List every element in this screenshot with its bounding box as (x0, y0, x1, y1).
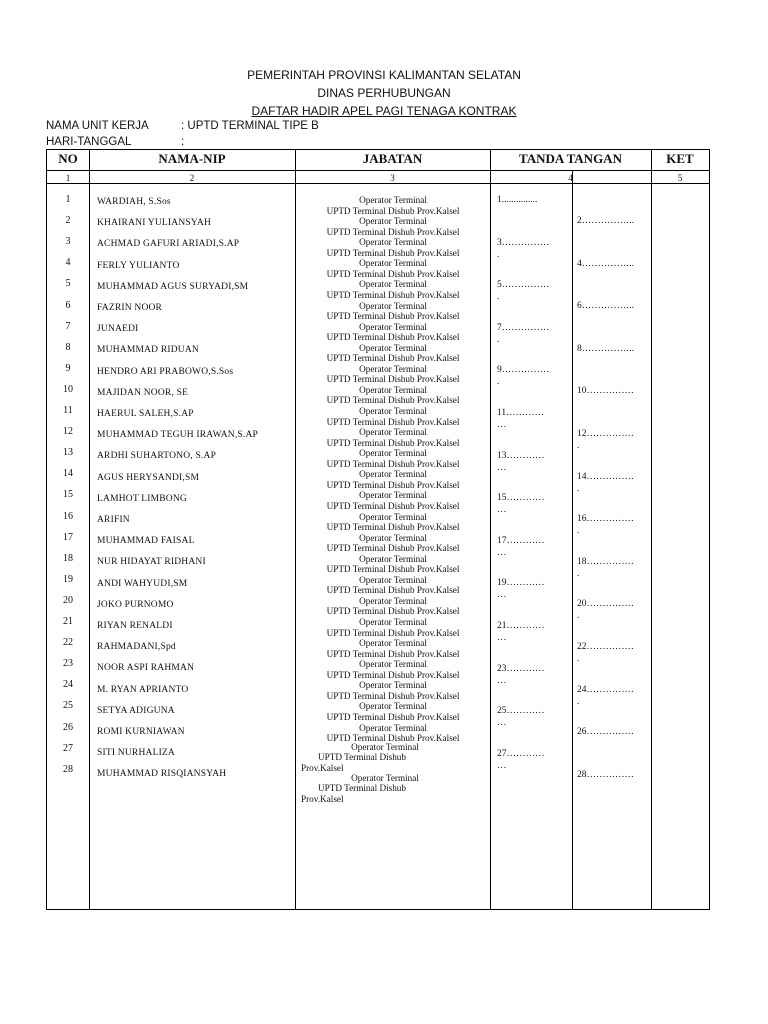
jabatan-title: Operator Terminal (359, 427, 427, 438)
jabatan-unit: UPTD Terminal Dishub Prov.Kalsel (326, 669, 460, 680)
signature-slot: 8…………….. (577, 343, 634, 354)
jabatan-title: Operator Terminal (359, 342, 427, 353)
signature-slot-cont: . (497, 292, 500, 303)
jabatan-title: Operator Terminal (359, 469, 427, 480)
signature-slot-cont: … (497, 420, 507, 430)
signature-slot: 16…………… (577, 514, 634, 525)
col-number-1: 1 (65, 173, 71, 183)
jabatan-title: Operator Terminal (359, 279, 427, 290)
signature-slot: 22…………… (577, 642, 634, 652)
jabatan-title: Operator Terminal (359, 722, 427, 733)
row-number: 10 (63, 383, 73, 395)
jabatan-unit: UPTD Terminal Dishub Prov.Kalsel (326, 353, 460, 364)
signature-slot: 19………… (497, 578, 545, 589)
unit-label: NAMA UNIT KERJA (46, 120, 149, 132)
jabatan-title: Operator Terminal (351, 741, 419, 752)
signature-slot-cont: … (497, 760, 507, 771)
name-nip-cell: SITI NURHALIZA (97, 748, 175, 759)
row-number: 6 (65, 299, 71, 311)
signature-slot: 10…………… (577, 386, 634, 397)
signature-slot-cont: … (497, 505, 507, 516)
header-line-1: PEMERINTAH PROVINSI KALIMANTAN SELATAN (247, 68, 521, 82)
signature-slot: 25………… (497, 706, 545, 717)
row-number: 15 (63, 489, 73, 501)
row-number: 1 (65, 194, 71, 205)
col-header-tanda-tangan: TANDA TANGAN (519, 151, 622, 166)
signature-slot: 9…………… (497, 365, 550, 376)
signature-slot: 14…………… (577, 471, 634, 482)
col-number-5: 5 (677, 173, 683, 183)
attendance-table (46, 149, 710, 910)
name-nip-cell: NUR HIDAYAT RIDHANI (97, 557, 206, 568)
header-line-3: DAFTAR HADIR APEL PAGI TENAGA KONTRAK (251, 104, 517, 118)
col-number-3: 3 (390, 173, 395, 183)
row-number: 8 (65, 341, 71, 353)
jabatan-unit: UPTD Terminal Dishub Prov.Kalsel (326, 479, 460, 490)
signature-slot-cont: . (497, 334, 500, 345)
name-nip-cell: MUHAMMAD TEGUH IRAWAN,S.AP (97, 430, 259, 441)
jabatan-title: Operator Terminal (359, 659, 427, 670)
jabatan-unit: UPTD Terminal Dishub Prov.Kalsel (326, 585, 460, 596)
jabatan-unit-cont: Prov.Kalsel (301, 762, 344, 773)
jabatan-title: Operator Terminal (359, 384, 427, 395)
signature-slot: 7…………… (497, 322, 550, 333)
signature-slot: 5…………… (497, 280, 550, 291)
signature-slot: 12…………… (577, 429, 634, 439)
jabatan-title: Operator Terminal (359, 511, 427, 522)
row-number: 13 (63, 447, 73, 459)
name-nip-cell: RIYAN RENALDI (97, 621, 173, 631)
jabatan-unit: UPTD Terminal Dishub Prov.Kalsel (326, 205, 460, 216)
jabatan-unit: UPTD Terminal Dishub Prov.Kalsel (326, 289, 460, 300)
jabatan-title: Operator Terminal (359, 216, 427, 227)
signature-slot-cont: … (497, 462, 507, 473)
jabatan-unit: UPTD Terminal Dishub (318, 752, 406, 763)
jabatan-unit: UPTD Terminal Dishub Prov.Kalsel (326, 606, 460, 617)
signature-slot-cont: . (497, 377, 500, 388)
signature-slot-cont: . (577, 568, 580, 579)
jabatan-title: Operator Terminal (359, 406, 427, 416)
signature-slot-cont: . (577, 611, 580, 622)
row-number: 3 (65, 236, 71, 248)
signature-slot: 3…………… (497, 237, 550, 248)
jabatan-unit: UPTD Terminal Dishub Prov.Kalsel (326, 500, 460, 511)
jabatan-title: Operator Terminal (359, 574, 427, 585)
jabatan-unit: UPTD Terminal Dishub Prov.Kalsel (326, 416, 460, 427)
jabatan-title: Operator Terminal (359, 237, 427, 248)
name-nip-cell: FERLY YULIANTO (97, 260, 180, 271)
name-nip-cell: LAMHOT LIMBONG (97, 493, 187, 504)
jabatan-title: Operator Terminal (359, 617, 427, 627)
row-number: 21 (63, 616, 73, 627)
unit-value: : UPTD TERMINAL TIPE B (181, 120, 319, 132)
signature-slot: 1............... (497, 195, 538, 205)
signature-slot: 20…………… (577, 599, 634, 610)
signature-slot: 13………… (497, 450, 545, 461)
row-number: 7 (65, 320, 71, 332)
signature-slot: 21………… (497, 621, 545, 631)
jabatan-unit: UPTD Terminal Dishub Prov.Kalsel (326, 543, 460, 554)
row-number: 22 (63, 637, 73, 649)
name-nip-cell: JOKO PURNOMO (97, 599, 174, 610)
name-nip-cell: ANDI WAHYUDI,SM (97, 578, 188, 589)
signature-slot: 17………… (497, 535, 545, 546)
jabatan-unit: UPTD Terminal Dishub Prov.Kalsel (326, 711, 460, 722)
name-nip-cell: HENDRO ARI PRABOWO,S.Sos (97, 366, 234, 377)
row-number: 18 (63, 552, 73, 564)
jabatan-title: Operator Terminal (359, 363, 427, 374)
name-nip-cell: KHAIRANI YULIANSYAH (97, 218, 212, 229)
row-number: 25 (63, 700, 73, 712)
name-nip-cell: MUHAMMAD RISQIANSYAH (97, 769, 227, 780)
row-number: 20 (63, 594, 73, 606)
col-number-2: 2 (189, 173, 195, 183)
jabatan-unit: UPTD Terminal Dishub Prov.Kalsel (326, 458, 460, 469)
jabatan-title: Operator Terminal (359, 258, 427, 269)
signature-slot: 4…………….. (577, 258, 634, 269)
jabatan-title: Operator Terminal (359, 680, 427, 691)
row-number: 16 (63, 510, 73, 522)
signature-slot: 15………… (497, 493, 545, 504)
col-header-ket: KET (666, 151, 694, 166)
name-nip-cell: MUHAMMAD FAISAL (97, 536, 195, 547)
name-nip-cell: RAHMADANI,Spd (97, 642, 176, 653)
signature-slot-cont: . (577, 654, 580, 664)
name-nip-cell: ACHMAD GAFURI ARIADI,S.AP (97, 239, 240, 250)
signature-slot-cont: … (497, 675, 507, 686)
jabatan-unit: UPTD Terminal Dishub Prov.Kalsel (326, 648, 460, 659)
jabatan-title: Operator Terminal (351, 772, 419, 783)
row-number: 26 (63, 721, 73, 733)
col-header-no: NO (58, 151, 78, 166)
jabatan-title: Operator Terminal (359, 195, 427, 205)
jabatan-title: Operator Terminal (359, 701, 427, 712)
col-header-nama-nip: NAMA-NIP (158, 151, 226, 166)
signature-slot-cont: … (497, 590, 507, 601)
row-number: 5 (65, 278, 71, 290)
row-number: 19 (63, 573, 73, 585)
jabatan-unit: UPTD Terminal Dishub Prov.Kalsel (326, 247, 460, 258)
name-nip-cell: SETYA ADIGUNA (97, 705, 175, 716)
row-number: 17 (63, 531, 73, 543)
row-number: 27 (63, 742, 73, 754)
jabatan-unit-cont: Prov.Kalsel (301, 793, 344, 804)
name-nip-cell: WARDIAH, S.Sos (97, 197, 171, 207)
jabatan-unit: UPTD Terminal Dishub Prov.Kalsel (326, 395, 460, 406)
row-number: 12 (63, 426, 73, 438)
jabatan-unit: UPTD Terminal Dishub Prov.Kalsel (326, 564, 460, 575)
date-label: HARI-TANGGAL (46, 136, 132, 148)
signature-slot: 27………… (497, 748, 545, 759)
row-number: 28 (63, 763, 73, 775)
jabatan-unit: UPTD Terminal Dishub Prov.Kalsel (326, 226, 460, 237)
signature-slot-cont: . (577, 441, 580, 451)
signature-slot-cont: … (497, 633, 507, 643)
jabatan-unit: UPTD Terminal Dishub Prov.Kalsel (326, 374, 460, 385)
row-number: 11 (63, 405, 73, 416)
jabatan-title: Operator Terminal (359, 490, 427, 501)
signature-slot: 2…………….. (577, 216, 634, 226)
jabatan-title: Operator Terminal (359, 553, 427, 564)
signature-slot: 28…………… (577, 769, 634, 780)
name-nip-cell: ROMI KURNIAWAN (97, 727, 185, 737)
name-nip-cell: AGUS HERYSANDI,SM (97, 472, 200, 483)
header-line-2: DINAS PERHUBUNGAN (317, 86, 451, 100)
signature-slot: 26…………… (577, 727, 634, 738)
name-nip-cell: MUHAMMAD AGUS SURYADI,SM (97, 281, 249, 292)
jabatan-title: Operator Terminal (359, 595, 427, 606)
jabatan-title: Operator Terminal (359, 448, 427, 459)
signature-slot: 23………… (497, 663, 545, 674)
name-nip-cell: MAJIDAN NOOR, SE (97, 387, 189, 398)
name-nip-cell: M. RYAN APRIANTO (97, 684, 189, 695)
jabatan-unit: UPTD Terminal Dishub Prov.Kalsel (326, 437, 460, 448)
row-number: 14 (63, 468, 73, 480)
jabatan-title: Operator Terminal (359, 638, 427, 649)
signature-slot: 6…………….. (577, 301, 634, 312)
row-number: 9 (65, 362, 71, 374)
col-number-4: 4 (568, 173, 573, 183)
jabatan-title: Operator Terminal (359, 532, 427, 543)
signature-slot-cont: . (577, 483, 580, 494)
signature-slot-cont: . (497, 249, 500, 260)
date-value: : (181, 136, 185, 148)
name-nip-cell: MUHAMMAD RIDUAN (97, 345, 199, 356)
signature-slot: 11………… (497, 408, 545, 418)
signature-slot-cont: . (577, 696, 580, 707)
row-number: 24 (63, 679, 73, 691)
row-number: 2 (65, 215, 71, 227)
row-number: 23 (63, 658, 73, 670)
jabatan-unit: UPTD Terminal Dishub Prov.Kalsel (326, 522, 460, 532)
name-nip-cell: FAZRIN NOOR (97, 303, 163, 313)
signature-slot-cont: … (497, 718, 507, 729)
jabatan-unit: UPTD Terminal Dishub Prov.Kalsel (326, 332, 460, 343)
name-nip-cell: NOOR ASPI RAHMAN (97, 663, 195, 674)
signature-slot: 24…………… (577, 684, 634, 695)
jabatan-unit: UPTD Terminal Dishub Prov.Kalsel (326, 690, 460, 701)
jabatan-unit: UPTD Terminal Dishub Prov.Kalsel (326, 311, 460, 321)
jabatan-unit: UPTD Terminal Dishub Prov.Kalsel (326, 268, 460, 279)
jabatan-title: Operator Terminal (359, 321, 427, 332)
jabatan-title: Operator Terminal (359, 300, 427, 311)
row-number: 4 (65, 257, 71, 269)
name-nip-cell: ARIFIN (97, 515, 130, 525)
signature-slot: 18…………… (577, 556, 634, 567)
name-nip-cell: JUNAEDI (97, 324, 139, 335)
signature-slot-cont: . (577, 526, 580, 537)
signature-slot-cont: … (497, 547, 507, 558)
name-nip-cell: HAERUL SALEH,S.AP (97, 409, 194, 419)
jabatan-unit: UPTD Terminal Dishub (318, 783, 406, 794)
name-nip-cell: ARDHI SUHARTONO, S.AP (97, 451, 217, 462)
jabatan-unit: UPTD Terminal Dishub Prov.Kalsel (326, 733, 460, 743)
col-header-jabatan: JABATAN (362, 151, 423, 166)
jabatan-unit: UPTD Terminal Dishub Prov.Kalsel (326, 627, 460, 638)
